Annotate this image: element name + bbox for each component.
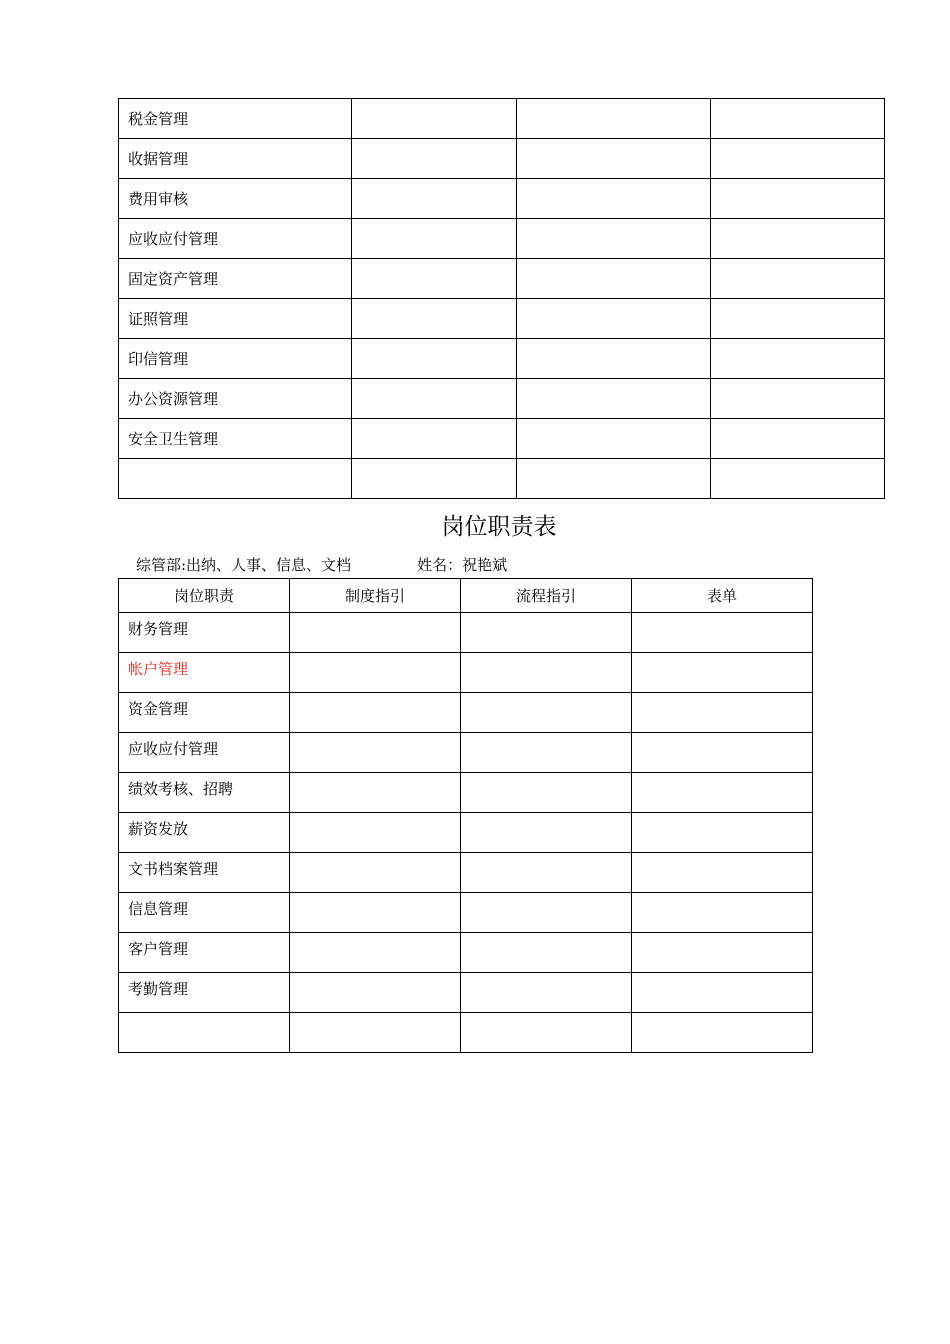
empty-cell <box>352 419 517 459</box>
empty-cell <box>711 299 885 339</box>
empty-cell <box>290 933 461 973</box>
table-row <box>119 773 813 813</box>
table-row <box>119 973 813 1013</box>
empty-cell <box>632 693 813 733</box>
top-duties-table <box>118 98 885 499</box>
empty-cell <box>632 613 813 653</box>
empty-cell <box>517 99 711 139</box>
empty-cell <box>517 379 711 419</box>
empty-cell <box>290 853 461 893</box>
table-header-row <box>119 579 813 613</box>
person-name-label: 姓名：祝艳斌 <box>417 556 508 574</box>
duty-cell: 办公资源管理 <box>119 379 352 419</box>
duties-table <box>118 578 813 1053</box>
empty-cell <box>632 893 813 933</box>
duty-cell: 帐户管理 <box>119 653 290 693</box>
table-row <box>119 419 885 459</box>
empty-cell <box>632 933 813 973</box>
duty-cell: 绩效考核、招聘 <box>119 773 290 813</box>
empty-cell <box>352 299 517 339</box>
table-row <box>119 299 885 339</box>
empty-cell <box>461 773 632 813</box>
empty-cell <box>632 853 813 893</box>
empty-cell <box>461 933 632 973</box>
table-row <box>119 179 885 219</box>
empty-cell <box>352 259 517 299</box>
empty-cell <box>461 1013 632 1053</box>
empty-cell <box>711 259 885 299</box>
empty-cell <box>290 893 461 933</box>
table-row <box>119 339 885 379</box>
empty-cell <box>352 219 517 259</box>
table-row <box>119 613 813 653</box>
empty-cell <box>517 139 711 179</box>
empty-cell <box>632 733 813 773</box>
duty-cell: 印信管理 <box>119 339 352 379</box>
empty-cell <box>352 179 517 219</box>
document-meta <box>136 555 507 575</box>
empty-cell <box>711 99 885 139</box>
empty-cell <box>517 179 711 219</box>
table-row <box>119 733 813 773</box>
empty-cell <box>290 813 461 853</box>
duty-cell: 应收应付管理 <box>119 733 290 773</box>
table-row <box>119 219 885 259</box>
duty-cell: 财务管理 <box>119 613 290 653</box>
table-row <box>119 693 813 733</box>
table-row <box>119 139 885 179</box>
empty-cell <box>352 339 517 379</box>
empty-cell <box>517 459 711 499</box>
empty-cell <box>711 179 885 219</box>
empty-cell <box>461 973 632 1013</box>
top-table-body <box>119 99 885 499</box>
table-row <box>119 379 885 419</box>
table-row <box>119 99 885 139</box>
empty-cell <box>290 973 461 1013</box>
empty-cell <box>461 893 632 933</box>
empty-cell <box>632 813 813 853</box>
empty-cell <box>517 339 711 379</box>
duty-cell: 安全卫生管理 <box>119 419 352 459</box>
duty-cell: 信息管理 <box>119 893 290 933</box>
empty-cell <box>517 299 711 339</box>
duty-cell: 资金管理 <box>119 693 290 733</box>
table-row <box>119 893 813 933</box>
empty-cell <box>711 339 885 379</box>
empty-cell <box>461 813 632 853</box>
duty-cell: 费用审核 <box>119 179 352 219</box>
empty-cell <box>632 773 813 813</box>
empty-cell <box>461 693 632 733</box>
empty-cell <box>352 459 517 499</box>
empty-cell <box>711 139 885 179</box>
duty-cell: 应收应付管理 <box>119 219 352 259</box>
header-policy-guide: 制度指引 <box>290 579 461 613</box>
empty-cell <box>711 419 885 459</box>
document-title: 岗位职责表 <box>441 514 557 540</box>
empty-cell <box>290 1013 461 1053</box>
empty-cell <box>461 733 632 773</box>
empty-cell <box>461 853 632 893</box>
empty-cell <box>352 139 517 179</box>
empty-cell <box>517 419 711 459</box>
empty-cell <box>290 613 461 653</box>
table-row <box>119 459 885 499</box>
duty-cell: 税金管理 <box>119 99 352 139</box>
table-row <box>119 653 813 693</box>
duty-cell: 文书档案管理 <box>119 853 290 893</box>
empty-cell <box>290 693 461 733</box>
duty-cell <box>119 1013 290 1053</box>
empty-cell <box>632 653 813 693</box>
empty-cell <box>290 653 461 693</box>
duty-cell <box>119 459 352 499</box>
duty-cell: 收据管理 <box>119 139 352 179</box>
duty-cell: 客户管理 <box>119 933 290 973</box>
empty-cell <box>517 219 711 259</box>
empty-cell <box>352 99 517 139</box>
empty-cell <box>711 459 885 499</box>
table-row <box>119 933 813 973</box>
header-duty: 岗位职责 <box>119 579 290 613</box>
department-label: 综管部:出纳、人事、信息、文档 <box>136 556 352 574</box>
empty-cell <box>517 259 711 299</box>
duty-cell: 薪资发放 <box>119 813 290 853</box>
empty-cell <box>290 733 461 773</box>
empty-cell <box>290 773 461 813</box>
empty-cell <box>352 379 517 419</box>
empty-cell <box>711 379 885 419</box>
table-row <box>119 1013 813 1053</box>
header-process-guide: 流程指引 <box>461 579 632 613</box>
duty-cell: 证照管理 <box>119 299 352 339</box>
empty-cell <box>632 1013 813 1053</box>
table-row <box>119 853 813 893</box>
empty-cell <box>632 973 813 1013</box>
empty-cell <box>711 219 885 259</box>
duty-cell: 固定资产管理 <box>119 259 352 299</box>
duties-table-body <box>119 613 813 1053</box>
header-form: 表单 <box>632 579 813 613</box>
table-row <box>119 259 885 299</box>
duty-cell: 考勤管理 <box>119 973 290 1013</box>
table-row <box>119 813 813 853</box>
empty-cell <box>461 653 632 693</box>
empty-cell <box>461 613 632 653</box>
